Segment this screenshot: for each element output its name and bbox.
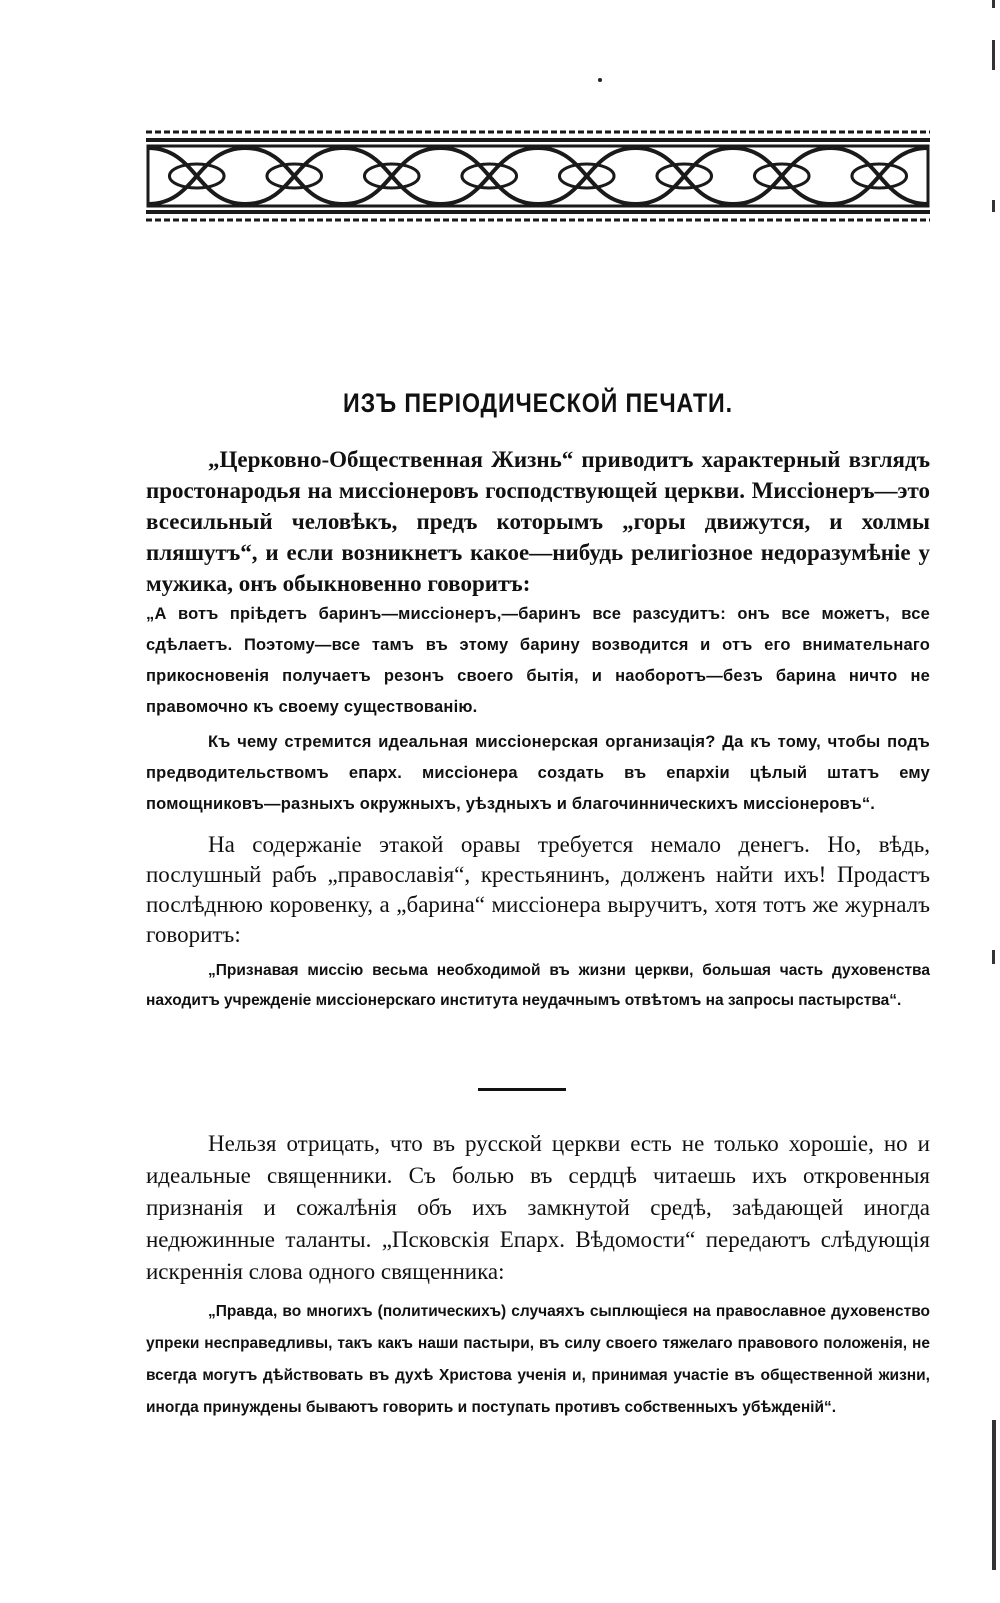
ornament-knot-stroke: [733, 148, 831, 204]
decorative-ornament-band: [146, 126, 930, 226]
ornament-knot-stroke: [148, 148, 246, 204]
ornament-knot-stroke: [636, 148, 734, 204]
ornament-knot-stroke: [538, 148, 636, 204]
article-section-2: [146, 1128, 930, 1424]
stray-dot: [598, 78, 602, 82]
quoted-paragraph: „А вотъ пріѣдетъ баринъ—миссіонеръ,—баринъ все разсудитъ: онъ все можетъ, все сдѣлаетъ. Поэтому—все тамъ въ этому барину возводится и отъ его внимательнаго прикосновенія получаетъ резонъ своего бытія, и наоборотъ—безъ барина ничто не правомочно къ своему существованію.: [146, 605, 930, 716]
scan-edge-mark: [992, 0, 995, 8]
scan-edge-mark: [992, 200, 995, 212]
section-divider: [478, 1088, 566, 1091]
ornament-knot-stroke: [831, 148, 929, 204]
quoted-paragraph: Къ чему стремится идеальная миссіонерская организація? Да къ тому, чтобы подъ предводительствомъ епарх. миссіонера создать въ епархіи цѣлый штатъ ему помощниковъ—разныхъ окружныхъ, уѣздныхъ и благочинническихъ миссіонеровъ“.: [146, 733, 930, 813]
paragraph: Нельзя отрицать, что въ русской церкви есть не только хорошіе, но и идеальные священники. Съ болью въ сердцѣ читаешь ихъ откровенныя признанія и сожалѣнія объ ихъ замкнутой средѣ, заѣдающей иногда недюжинные таланты. „Псковскія Епарх. Вѣдомости“ передаютъ слѣдующія искреннія слова одного священника:: [146, 1131, 930, 1284]
scan-edge-mark: [992, 1420, 996, 1570]
quoted-paragraph: „Правда, во многихъ (политическихъ) случаяхъ сыплющіеся на православное духовенство упреки несправедливы, такъ какъ наши пастыри, въ силу своего тяжелаго правового положенія, не всегда могутъ дѣйствовать въ духѣ Христова ученія и, принимая участіе въ общественной жизни, иногда принуждены бываютъ говорить и поступать противъ собственныхъ убѣжденій“.: [146, 1303, 930, 1416]
page-title: ИЗЪ ПЕРІОДИЧЕСКОЙ ПЕЧАТИ.: [343, 388, 733, 418]
paragraph: На содержаніе этакой оравы требуется немало денегъ. Но, вѣдь, послушный рабъ „православія“, крестьянинъ, долженъ найти ихъ! Продастъ послѣднюю коровенку, а „барина“ миссіонера выручитъ, хотя тотъ же журналъ говоритъ:: [146, 832, 930, 947]
ornament-knot-stroke: [246, 148, 344, 204]
ornament-knot-stroke: [441, 148, 539, 204]
article-section-1: [146, 444, 930, 1016]
scan-edge-mark: [992, 950, 995, 964]
quoted-paragraph: „Признавая миссію весьма необходимой въ жизни церкви, большая часть духовенства находитъ учрежденіе миссіонерскаго института неудачнымъ отвѣтомъ на запросы пастырства“.: [146, 962, 930, 1009]
ornament-knot-stroke: [343, 148, 441, 204]
scan-edge-mark: [992, 40, 995, 70]
paragraph-lead: „Церковно-Общественная Жизнь“ приводитъ характерный взглядъ простонародья на миссіонеровъ господствующей церкви. Миссіонеръ—это всесильный человѣкъ, предъ которымъ „горы движутся, и холмы пляшутъ“, и если возникнетъ какое—нибудь религіозное недоразумѣніе у мужика, онъ обыкновенно говоритъ:: [146, 447, 930, 596]
